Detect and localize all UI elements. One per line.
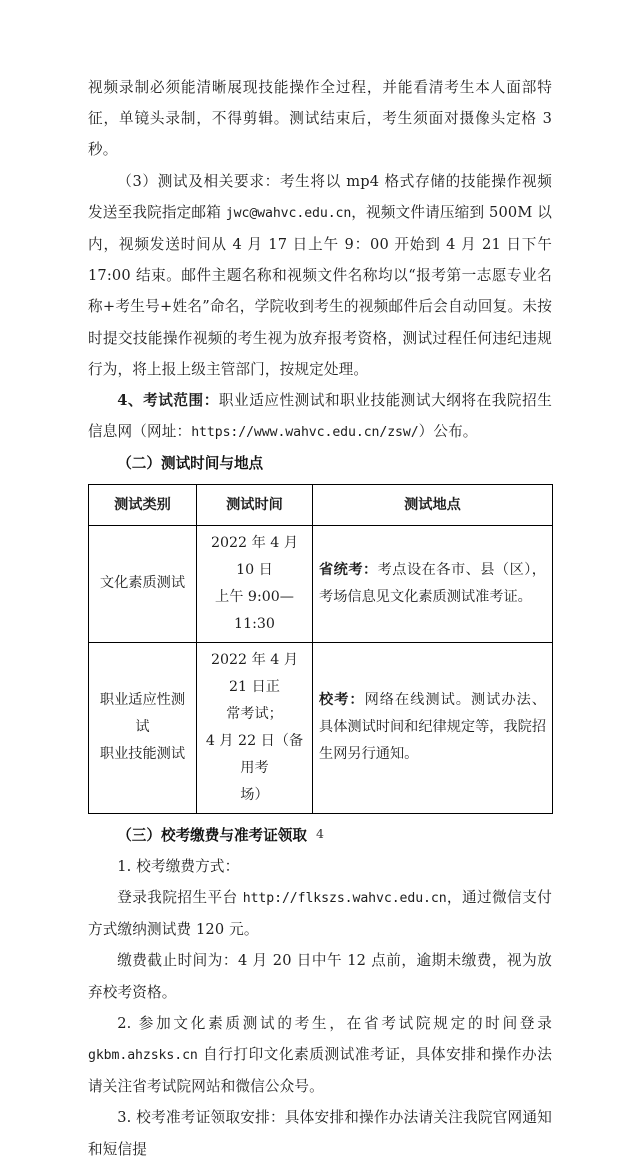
row2-time-line4: 场） [240, 786, 269, 803]
row1-time-line1: 2022 年 4 月 10 日 [210, 534, 299, 578]
payment-detail-part1: 登录我院招生平台 [117, 889, 243, 907]
paragraph-test-requirements-part2: ，视频文件请压缩到 500M 以内，视频发送时间从 4 月 17 日上午 9：00 开始到 4 月 21 日下午 17:00 结束。邮件主题名称和视频文件名称均以“报考第一志愿专业名称+考生号+姓名”命名，学院收到考生的视频邮件后会自动回复。未按时提交技能操作视频的考生视为放弃报考资格，测试过程任何违纪违规行为，将上报上级主管部门，按规定处理。 [88, 203, 553, 378]
exam-scope-part1: 职业适应性测试和职业技能测试大纲将在我院招生信息网（网址： [88, 392, 552, 441]
payment-detail-part2: ，通过微信支付方式缴纳测试费 120 元。 [88, 889, 552, 939]
table-row [89, 525, 553, 642]
paragraph-exam-scope [88, 385, 552, 448]
payment-method-title: 1. 校考缴费方式： [117, 857, 240, 875]
row2-place [313, 642, 553, 813]
email-address: jwc@wahvc.edu.cn [225, 205, 352, 221]
payment-deadline: 缴费截止时间为：4 月 20 日中午 12 点前，逾期未缴费，视为放弃校考资格。 [88, 952, 552, 1001]
ticket-print-part2: 自行打印文化素质测试准考证，具体安排和操作办法请关注省考试院网站和微信公众号。 [88, 1046, 552, 1096]
row2-time-line1: 2022 年 4 月 21 日正 [210, 651, 299, 695]
row1-category: 文化素质测试 [89, 525, 197, 642]
paragraph-test-requirements [88, 166, 552, 385]
row2-time-line2: 常考试； [226, 705, 283, 722]
row1-place-label: 省统考： [319, 561, 378, 578]
table-header-time: 测试时间 [197, 484, 313, 525]
row2-time-line3: 4 月 22 日（备用考 [205, 732, 304, 776]
section-heading-two: （二）测试时间与地点 [117, 455, 264, 473]
table-header-place: 测试地点 [313, 484, 553, 525]
paragraph-video-recording: 视频录制必须能清晰展现技能操作全过程，并能看清考生本人面部特征，单镜头录制，不得剪辑。测试结束后，考生须面对摄像头定格 3 秒。 [88, 79, 552, 159]
row2-category [89, 642, 197, 813]
admission-ticket-print [88, 1008, 552, 1103]
row2-place-label: 校考： [319, 692, 365, 709]
page-number: 4 [316, 826, 324, 841]
payment-platform-url: http://flkszs.wahvc.edu.cn [242, 891, 447, 907]
document-body [88, 72, 552, 1165]
row2-place-text: 网络在线测试。测试办法、具体测试时间和纪律规定等，我院招生网另行通知。 [319, 692, 547, 763]
row2-category-line1: 职业适应性测试 [99, 692, 186, 736]
row1-place [313, 525, 553, 642]
exam-schedule-table [88, 484, 553, 814]
row2-category-line2: 职业技能测试 [99, 746, 186, 763]
payment-method-detail [88, 882, 552, 945]
table-row [89, 642, 553, 813]
admissions-website-url: https://www.wahvc.edu.cn/zsw/ [191, 425, 419, 441]
row2-time [197, 642, 313, 813]
exam-bureau-url: gkbm.ahzsks.cn [88, 1048, 198, 1064]
exam-scope-part2: ）公布。 [418, 423, 478, 441]
paragraph-test-requirements-part1: （3）测试及相关要求：考生将以 mp4 格式存储的技能操作视频发送至我院指定邮箱 [88, 172, 552, 221]
table-header-category: 测试类别 [89, 484, 197, 525]
row1-time-line2: 上午 9:00—11:30 [215, 588, 294, 632]
exam-scope-label: 4、考试范围： [117, 392, 219, 410]
ticket-print-part1: 2. 参加文化素质测试的考生，在省考试院规定的时间登录 [117, 1014, 552, 1032]
row1-time [197, 525, 313, 642]
section-heading-three: （三）校考缴费与准考证领取 [117, 826, 307, 844]
exam-schedule-table-wrap [88, 484, 552, 814]
row1-place-text: 考点设在各市、县（区），考场信息见文化素质测试准考证。 [319, 561, 546, 605]
school-exam-ticket-arrangement: 3. 校考准考证领取安排：具体安排和操作办法请关注我院官网通知和短信提 [88, 1109, 552, 1158]
table-header-row [89, 484, 553, 525]
